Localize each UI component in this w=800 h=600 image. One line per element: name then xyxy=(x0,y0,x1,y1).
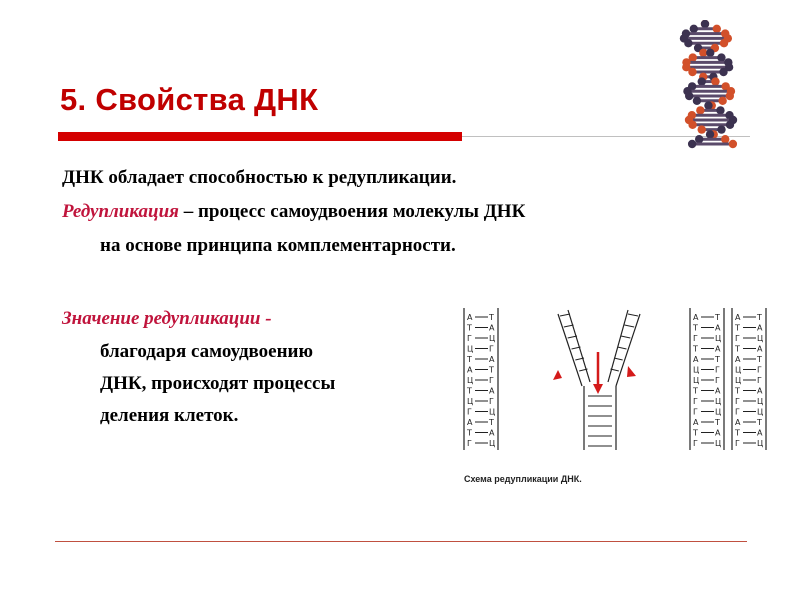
fork-rung xyxy=(628,314,638,316)
fork-rung xyxy=(560,314,570,316)
base-letter: Ц xyxy=(715,397,722,406)
base-letter: Г xyxy=(467,407,472,417)
base-letter: А xyxy=(715,323,721,333)
right-dna-ladder xyxy=(690,308,766,450)
base-letter: Т xyxy=(757,355,762,364)
base-letter: Г xyxy=(467,439,472,448)
base-letter: Т xyxy=(715,418,720,427)
meaning-line-1: благодаря самоудвоению xyxy=(100,341,314,362)
replication-schema-figure xyxy=(450,300,770,500)
base-letter: Ц xyxy=(757,439,764,448)
base-letter: Г xyxy=(735,439,740,448)
base-letter: Ц xyxy=(467,376,474,385)
text-line-definition xyxy=(62,198,742,226)
base-letter: Ц xyxy=(489,407,496,417)
base-letter: А xyxy=(715,386,721,396)
term-replication: Редупликация xyxy=(62,201,179,222)
base-letter: Г xyxy=(489,397,494,406)
base-letter: Т xyxy=(693,344,698,354)
red-arrow-right xyxy=(627,366,636,377)
base-letter: Т xyxy=(715,355,720,364)
base-letter: А xyxy=(693,313,699,322)
base-letter: А xyxy=(489,386,495,396)
left-dna-ladder xyxy=(464,308,498,450)
bottom-rule xyxy=(55,541,747,542)
base-letter: А xyxy=(693,355,699,364)
base-letter: Т xyxy=(735,344,740,354)
base-letter: А xyxy=(467,418,473,427)
base-letter: Ц xyxy=(735,376,742,385)
base-letter: Г xyxy=(693,334,698,343)
base-letter: Т xyxy=(693,428,698,438)
base-letter: Т xyxy=(693,386,698,396)
base-letter: Г xyxy=(757,365,762,375)
fork-rung xyxy=(621,336,630,338)
fork-rung xyxy=(625,325,635,327)
fork-rung xyxy=(568,336,577,338)
base-letter: Т xyxy=(735,386,740,396)
base-letter: А xyxy=(489,355,495,364)
fork-rung xyxy=(614,358,623,360)
text-line-replication-ability: ДНК обладает способностью к редупликации. xyxy=(62,167,457,188)
fork-strand xyxy=(558,314,582,386)
base-letter: Г xyxy=(735,407,740,417)
base-letter: Ц xyxy=(467,344,474,354)
base-letter: Ц xyxy=(735,365,742,375)
base-letter: Ц xyxy=(715,334,722,343)
base-letter: А xyxy=(757,386,763,396)
base-letter: Т xyxy=(467,386,472,396)
base-letter: Т xyxy=(735,428,740,438)
base-letter: А xyxy=(735,313,741,322)
base-letter: Т xyxy=(757,418,762,427)
text-line-definition-cont: на основе принципа комплементарности. xyxy=(100,235,456,256)
fork-rung xyxy=(618,347,627,349)
base-letter: Ц xyxy=(757,334,764,343)
base-letter: Т xyxy=(467,428,472,438)
base-letter: А xyxy=(715,344,721,354)
base-letter: А xyxy=(489,428,495,438)
base-letter: Г xyxy=(735,334,740,343)
base-letter: Ц xyxy=(693,376,700,385)
dna-helix-image xyxy=(660,20,750,150)
base-letter: А xyxy=(467,313,473,322)
base-letter: Т xyxy=(693,323,698,333)
base-letter: А xyxy=(467,365,473,375)
base-letter: Т xyxy=(489,418,494,427)
base-letter: Т xyxy=(467,355,472,364)
figure-caption: Схема редупликации ДНК. xyxy=(464,474,582,484)
base-letter: Т xyxy=(489,365,494,375)
base-letter: Ц xyxy=(715,439,722,448)
meaning-line-2: ДНК, происходят процессы xyxy=(100,373,336,394)
fork-strand xyxy=(568,310,590,382)
base-letter: Г xyxy=(715,365,720,375)
base-letter: А xyxy=(715,428,721,438)
red-arrow-left xyxy=(553,370,562,380)
base-letter: Ц xyxy=(489,334,496,343)
base-letter: Г xyxy=(693,407,698,417)
base-letter: А xyxy=(757,344,763,354)
replication-fork xyxy=(553,310,640,450)
base-letter: Ц xyxy=(467,397,474,406)
base-letter: Г xyxy=(735,397,740,406)
base-letter: Ц xyxy=(693,365,700,375)
base-letter: Г xyxy=(489,376,494,385)
base-letter: А xyxy=(735,418,741,427)
base-letter: А xyxy=(735,355,741,364)
base-letter: А xyxy=(757,323,763,333)
base-letter: Ц xyxy=(489,439,496,448)
base-letter: Г xyxy=(489,344,494,354)
base-letter: А xyxy=(757,428,763,438)
base-letter: Т xyxy=(735,323,740,333)
base-letter: Ц xyxy=(757,407,764,417)
base-letter: Г xyxy=(693,397,698,406)
base-letter: Т xyxy=(467,323,472,333)
meaning-line-3: деления клеток. xyxy=(100,405,239,426)
definition-text: – процесс самоудвоения молекулы ДНК xyxy=(178,201,526,222)
base-letter: Г xyxy=(757,376,762,385)
title-accent-bar xyxy=(58,132,462,141)
base-letter: Ц xyxy=(715,407,722,417)
base-letter: Т xyxy=(757,313,762,322)
base-letter: Т xyxy=(489,313,494,322)
base-letter: Г xyxy=(715,376,720,385)
base-letter: Ц xyxy=(757,397,764,406)
red-arrow-head xyxy=(593,384,603,394)
base-letter: А xyxy=(489,323,495,333)
fork-rung xyxy=(564,325,574,327)
base-letter: А xyxy=(693,418,699,427)
base-letter: Г xyxy=(467,334,472,343)
base-letter: Г xyxy=(693,439,698,448)
base-letter: Т xyxy=(715,313,720,322)
meaning-label: Значение редупликации - xyxy=(62,308,272,329)
page-title: 5. Свойства ДНК xyxy=(60,82,319,117)
